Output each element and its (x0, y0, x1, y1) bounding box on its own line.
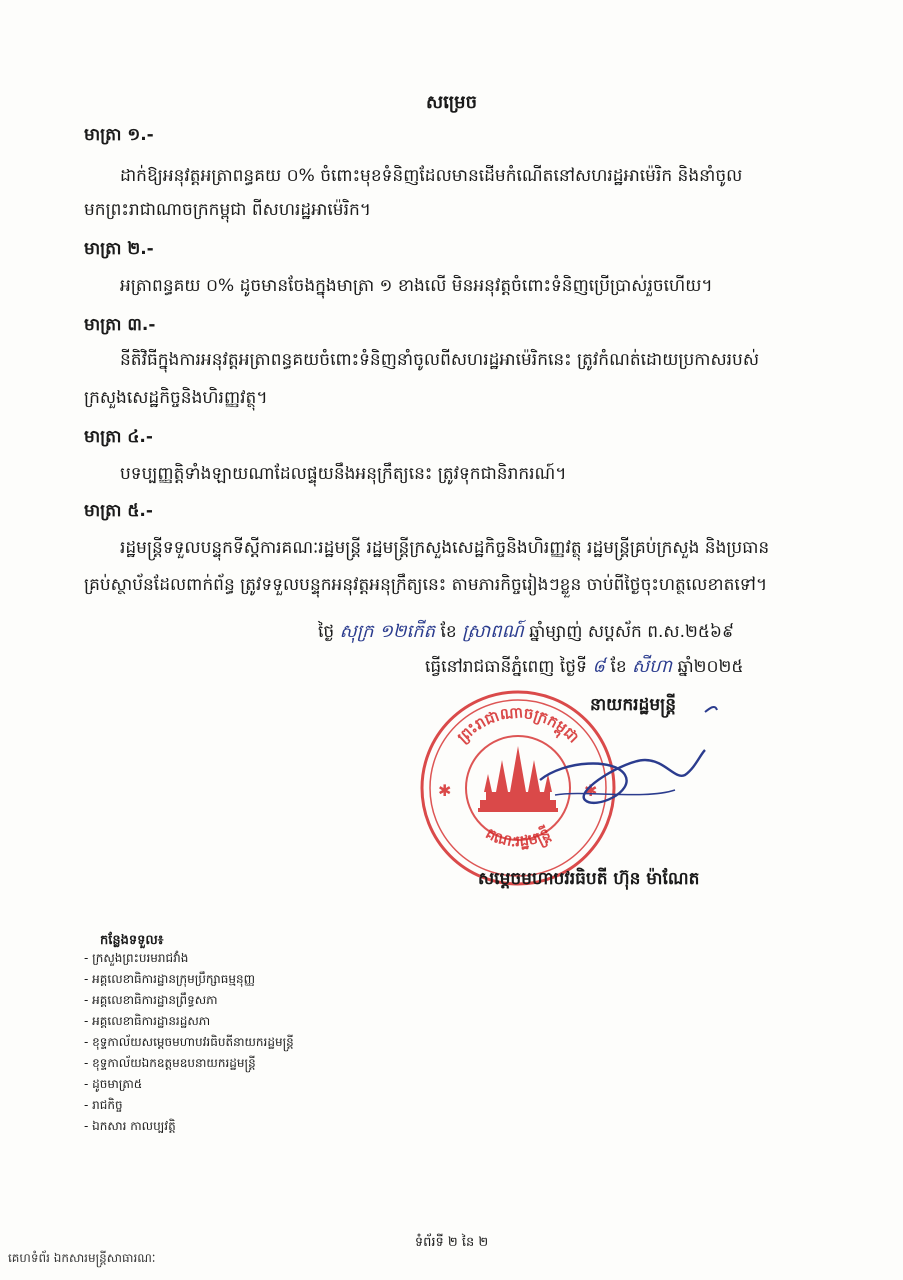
article-1-line-1: ដាក់ឱ្យអនុវត្តអត្រាពន្ធគយ ០% ចំពោះមុខទំនិញដែលមានដើមកំណើតនៅសហរដ្ឋអាម៉េរិក និងនាំចូល (120, 166, 743, 186)
date-lunar-line (318, 612, 734, 652)
date-lunar-day-handwritten: សុក្រ ១២កើត (339, 621, 436, 642)
article-3-label: មាត្រា ៣.- (84, 315, 156, 335)
cc-item: - ដូចមាត្រា៥ (84, 1077, 143, 1091)
article-2-label: មាត្រា ២.- (84, 239, 154, 259)
page-number: ទំព័រទី ២ នៃ ២ (414, 1235, 489, 1250)
seal-top-text: ព្រះរាជាណាចក្រកម្ពុជា (453, 703, 583, 747)
svg-text:✱: ✱ (438, 781, 452, 800)
date-lunar-prefix: ថ្ងៃ (318, 622, 335, 642)
cc-title: កន្លែងទទួល៖ (100, 933, 164, 948)
signature (525, 700, 745, 820)
date-lunar-month-label: ខែ (440, 622, 457, 642)
date-solar-month-label: ខែ (610, 657, 627, 677)
date-solar-prefix: ធ្វើនៅរាជធានីភ្នំពេញ ថ្ងៃទី (425, 657, 587, 677)
article-1-line-2: មកព្រះរាជាណាចក្រកម្ពុជា ពីសហរដ្ឋអាម៉េរិក។ (84, 200, 371, 220)
footer-note: គេហទំព័រ ឯកសារមន្ត្រីសាធារណៈ (8, 1251, 156, 1265)
signer-title: នាយករដ្ឋមន្ត្រី (590, 695, 676, 715)
article-4-label: មាត្រា ៤.- (84, 427, 153, 447)
signature-graphic (525, 700, 745, 820)
date-lunar-year: ឆ្នាំម្សាញ់ សប្តស័ក ព.ស.២៥៦៩ (529, 622, 734, 642)
date-lunar-month-handwritten: ស្រាពណ៍ (462, 621, 524, 642)
svg-text:✱: ✱ (584, 781, 598, 800)
date-solar-month-handwritten: សីហា (632, 656, 673, 677)
cc-item: - រាជកិច្ច (84, 1098, 123, 1112)
cc-item: - ខុទ្ទកាល័យឯកឧត្តមឧបនាយករដ្ឋមន្ត្រី (84, 1056, 256, 1070)
article-5-line-2: គ្រប់ស្ថាប័នដែលពាក់ព័ន្ធ ត្រូវទទួលបន្ទុកអនុវត្តអនុក្រឹត្យនេះ តាមភារកិច្ចរៀងៗខ្លួន ចាប់ពីថ្ងៃចុះហត្ថលេខាតទៅ។ (84, 575, 768, 595)
decision-title: សម្រេច (425, 92, 478, 113)
article-4-line-1: បទប្បញ្ញត្តិទាំងឡាយណាដែលផ្ទុយនឹងអនុក្រឹត្យនេះ ត្រូវទុកជានិរាករណ៍។ (120, 464, 567, 484)
cc-item: - ឯកសារ កាលប្បវត្តិ (84, 1119, 176, 1133)
article-5-line-1: រដ្ឋមន្ត្រីទទួលបន្ទុកទីស្តីការគណៈរដ្ឋមន្ត្រី រដ្ឋមន្ត្រីក្រសួងសេដ្ឋកិច្ចនិងហិរញ្ញវត្ថុ រដ្ឋមន្ត្រីគ្រប់ក្រសួង និងប្រធាន (120, 538, 770, 558)
date-solar-year: ឆ្នាំ២០២៥ (677, 657, 744, 677)
article-1-label: មាត្រា ១.- (84, 125, 154, 145)
seal-bottom-text: គណៈរដ្ឋមន្ត្រី (482, 824, 554, 851)
svg-text:គណៈរដ្ឋមន្ត្រី (483, 823, 555, 851)
article-2-line-1: អត្រាពន្ធគយ ០% ដូចមានចែងក្នុងមាត្រា ១ ខាងលើ មិនអនុវត្តចំពោះទំនិញប្រើប្រាស់រួចហើយ។ (120, 276, 713, 296)
cc-item: - ខុទ្ទកាល័យសម្តេចមហាបវរធិបតីនាយករដ្ឋមន្ត្រី (84, 1035, 294, 1049)
cc-item: - អគ្គលេខាធិការដ្ឋានក្រុមប្រឹក្សាធម្មនុញ្ញ (84, 972, 256, 986)
cc-item: - អគ្គលេខាធិការដ្ឋានព្រឹទ្ធសភា (84, 993, 218, 1007)
article-3-line-2: ក្រសួងសេដ្ឋកិច្ចនិងហិរញ្ញវត្ថុ។ (84, 388, 268, 408)
article-5-label: មាត្រា ៥.- (84, 501, 153, 521)
cc-item: - អគ្គលេខាធិការដ្ឋានរដ្ឋសភា (84, 1014, 211, 1028)
cc-list (84, 948, 294, 1137)
signer-name: សម្តេចមហាបវរធិបតី ហ៊ុន ម៉ាណែត (478, 869, 700, 889)
cc-item: - ក្រសួងព្រះបរមរាជវាំង (84, 951, 189, 965)
date-solar-line (425, 647, 743, 687)
date-solar-day-handwritten: ៨ (592, 656, 606, 677)
article-3-line-1: នីតិវិធីក្នុងការអនុវត្តអត្រាពន្ធគយចំពោះទំនិញនាំចូលពីសហរដ្ឋអាម៉េរិកនេះ ត្រូវកំណត់ដោយប្រកាសរបស់ (120, 350, 760, 370)
